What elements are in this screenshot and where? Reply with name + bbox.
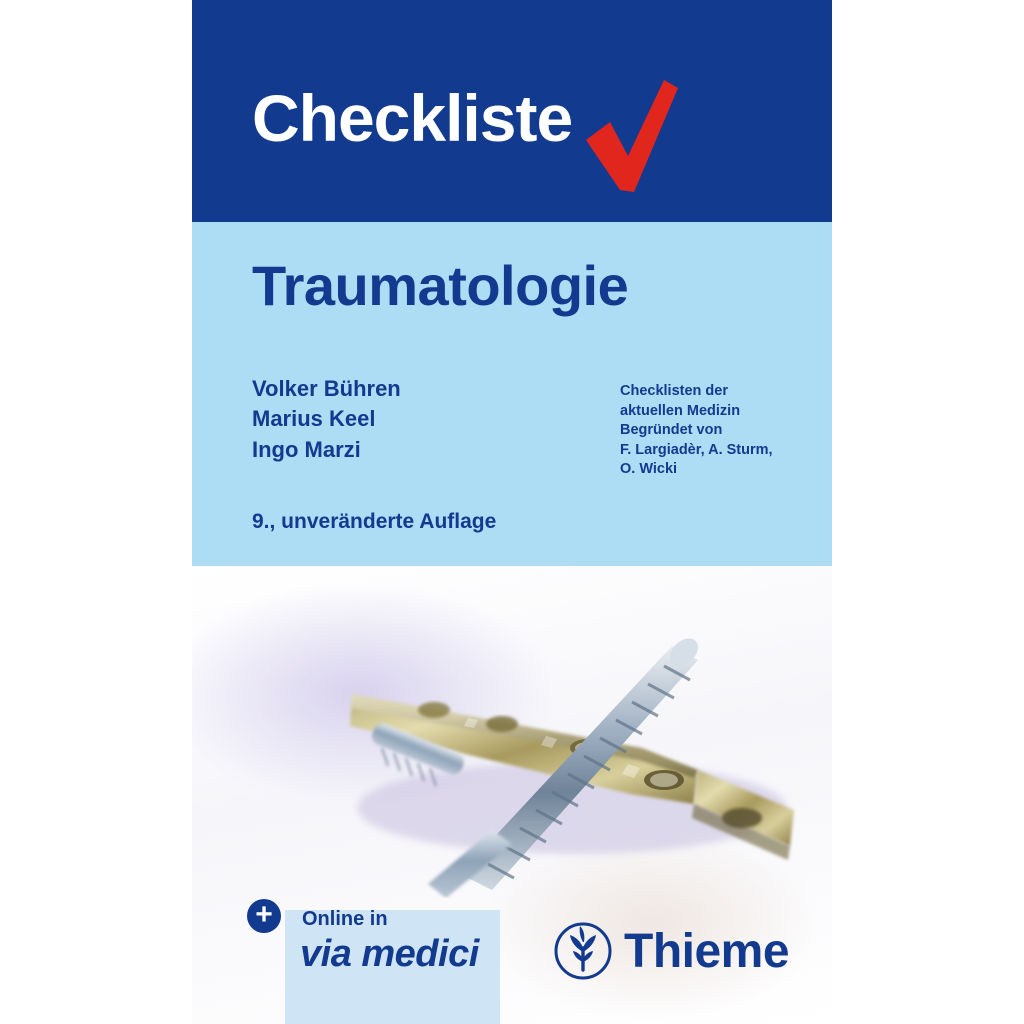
publisher-name: Thieme — [624, 924, 790, 978]
page-margin-left — [0, 0, 192, 1024]
series-note-line: Checklisten der — [620, 383, 728, 399]
author-name: Ingo Marzi — [252, 436, 361, 462]
series-note-line: aktuellen Medizin — [620, 402, 741, 419]
thieme-tree-icon — [554, 918, 612, 984]
book-title: Traumatologie — [252, 254, 629, 317]
author-list — [252, 374, 401, 465]
red-checkmark-icon — [584, 78, 680, 196]
series-note-line: F. Largiadèr, A. Sturm, — [620, 441, 773, 458]
series-note — [620, 382, 810, 480]
book-cover — [192, 0, 832, 1024]
cover-photograph — [192, 566, 832, 1024]
edition-statement: 9., unveränderte Auflage — [252, 510, 497, 533]
series-note-line: O. Wicki — [620, 461, 678, 478]
author-name: Volker Bühren — [252, 376, 401, 401]
page-margin-right — [832, 0, 1024, 1024]
bone-plate-image — [342, 598, 822, 898]
cover-title-band — [192, 222, 832, 566]
author-name: Marius Keel — [252, 406, 376, 432]
badge-product-name: via medici — [300, 933, 479, 975]
publisher-logo — [554, 918, 789, 984]
badge-online-label: Online in — [302, 908, 388, 930]
plus-icon: + — [247, 899, 281, 933]
series-note-line: Begründet von — [620, 422, 723, 439]
cover-top-band — [192, 0, 832, 222]
series-title: Checkliste — [252, 81, 573, 155]
